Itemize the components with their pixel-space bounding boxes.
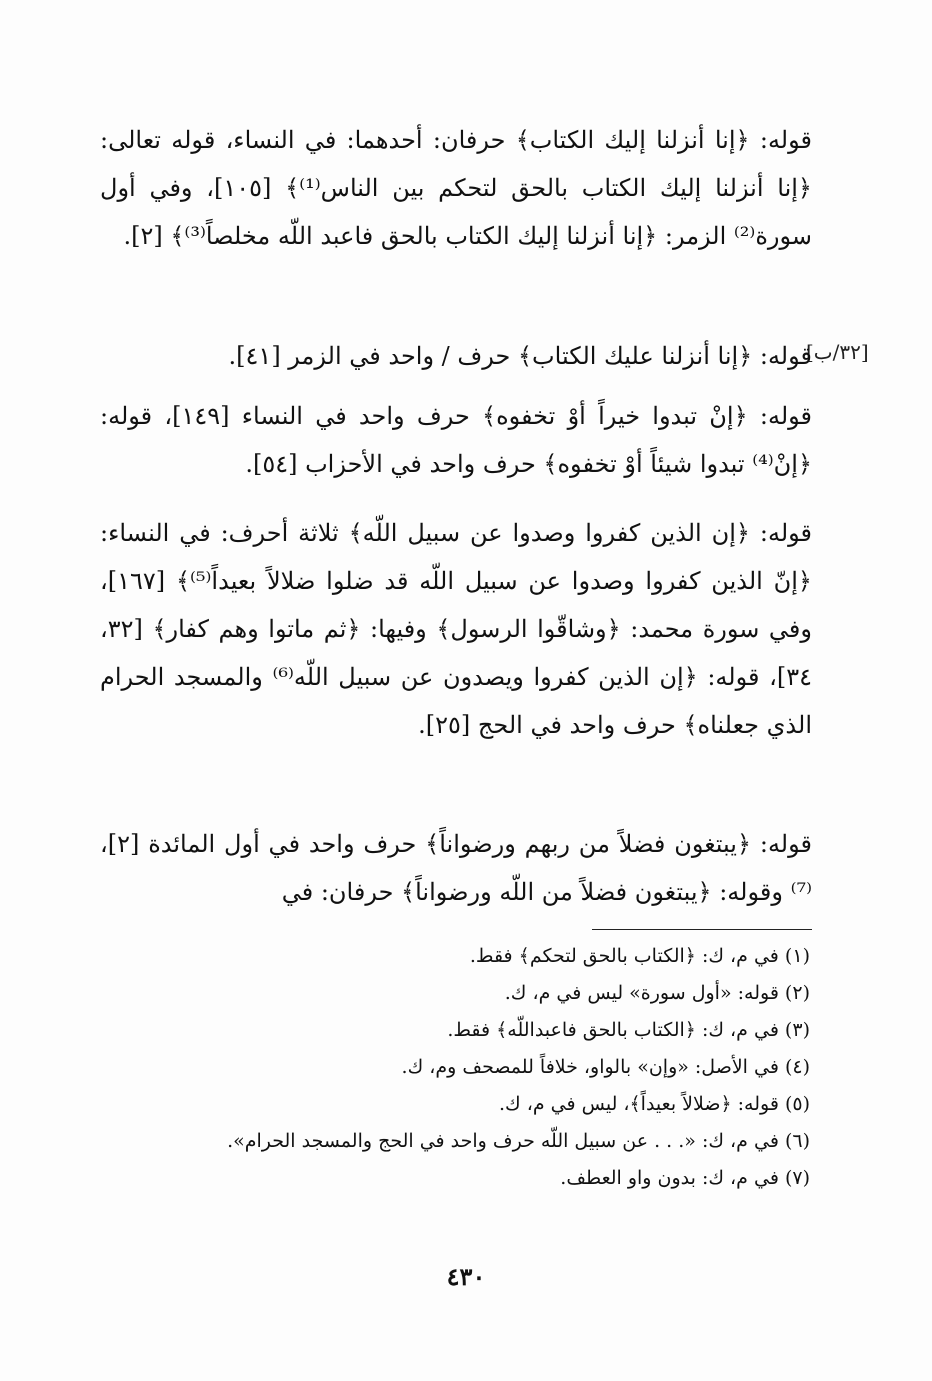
paragraph-5: قوله: ﴿يبتغون فضلاً من ربهم ورضواناً﴾ حرف واحد في أول المائدة [٢]، ⁽⁷⁾ وقوله: ﴿يبتغون فضلاً من اللّه ورضواناً﴾ حرفان: في xyxy=(100,830,812,906)
paragraph-3: قوله: ﴿إنْ تبدوا خيراً أوْ تخفوه﴾ حرف واحد في النساء [١٤٩]، قوله: ﴿إنْ⁽⁴⁾ تبدوا شيئاً أوْ تخفوه﴾ حرف واحد في الأحزاب [٥٤]. xyxy=(100,402,813,478)
footnote-3: (٣) في م، ك: ﴿الكتاب بالحق فاعبداللّه﴾ فقط. xyxy=(447,1019,810,1041)
footnote-1: (١) في م، ك: ﴿الكتاب بالحق لتحكم﴾ فقط. xyxy=(469,945,810,967)
footnotes-list xyxy=(100,938,810,1197)
footnote-7: (٧) في م، ك: بدون واو العطف. xyxy=(560,1167,810,1189)
footnote-4: (٤) في الأصل: «وإن» بالواو، خلافاً للمصحف وم، ك. xyxy=(401,1056,810,1078)
page-number: ٤٣٠ xyxy=(446,1262,486,1291)
footnote-6: (٦) في م، ك: «. . . عن سبيل اللّه حرف واحد في الحج والمسجد الحرام». xyxy=(227,1130,810,1152)
footnote-separator xyxy=(592,929,812,930)
footnote-5: (٥) قوله: ﴿ضلالاً بعيداً﴾، ليس في م، ك. xyxy=(498,1093,810,1115)
margin-folio-reference: [٣٢/ب] xyxy=(806,340,869,364)
paragraph-1: قوله: ﴿إنا أنزلنا إليك الكتاب﴾ حرفان: أحدهما: في النساء، قوله تعالى: ﴿إنا أنزلنا إليك الكتاب بالحق لتحكم بين الناس⁽¹⁾﴾ [١٠٥]، وفي أول سورة⁽²⁾ الزمر: ﴿إنا أنزلنا إليك الكتاب بالحق فاعبد اللّه مخلصاً⁽³⁾﴾ [٢]. xyxy=(100,126,812,250)
paragraph-2: قوله: ﴿إنا أنزلنا عليك الكتاب﴾ حرف / واحد في الزمر [٤١]. xyxy=(228,342,812,370)
footnote-2: (٢) قوله: «أول سورة» ليس في م، ك. xyxy=(504,982,810,1004)
paragraph-4: قوله: ﴿إن الذين كفروا وصدوا عن سبيل اللّه﴾ ثلاثة أحرف: في النساء: ﴿إنّ الذين كفروا وصدوا عن سبيل اللّه قد ضلوا ضلالاً بعيداً⁽⁵⁾﴾ [١٦٧]، وفي سورة محمد: ﴿وشاقّوا الرسول﴾ وفيها: ﴿ثم ماتوا وهم كفار﴾ [٣٢، ٣٤]، قوله: ﴿إن الذين كفروا ويصدون عن سبيل اللّه⁽⁶⁾ والمسجد الحرام الذي جعلناه﴾ حرف واحد في الحج [٢٥]. xyxy=(100,519,812,739)
